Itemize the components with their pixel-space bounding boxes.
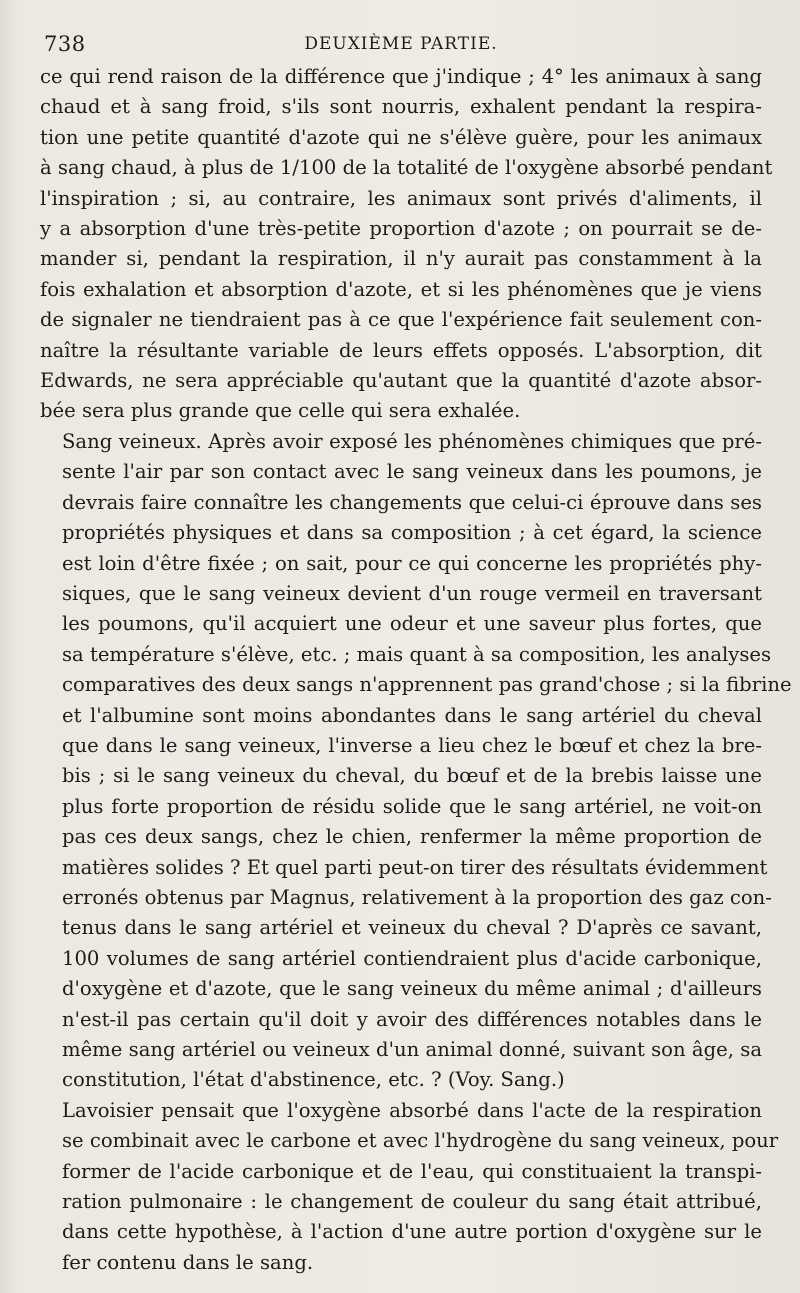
text-line: l'inspiration ; si, au contraire, les animaux sont privés d'aliments, il xyxy=(40,186,762,210)
text-line: les poumons, qu'il acquiert une odeur et une saveur plus fortes, que xyxy=(62,612,762,636)
text-line: à sang chaud, à plus de 1/100 de la totalité de l'oxygène absorbé pendant xyxy=(40,156,773,180)
text-line: erronés obtenus par Magnus, relativement à la proportion des gaz con- xyxy=(62,885,772,909)
text-line: tion une petite quantité d'azote qui ne s'élève guère, pour les animaux xyxy=(40,125,762,149)
text-line: devrais faire connaître les changements que celui-ci éprouve dans ses xyxy=(62,490,762,514)
text-line: est loin d'être fixée ; on sait, pour ce qui concerne les propriétés phy- xyxy=(62,551,762,575)
text-line: même sang artériel ou veineux d'un animal donné, suivant son âge, sa xyxy=(62,1038,762,1061)
text-line: sa température s'élève, etc. ; mais quant à sa composition, les analyses xyxy=(62,642,772,666)
text-line: bis ; si le sang veineux du cheval, du bœuf et de la brebis laisse une xyxy=(62,764,762,788)
running-head xyxy=(40,28,762,62)
text-line: chaud et à sang froid, s'ils sont nourris, exhalent pendant la respira- xyxy=(40,95,762,119)
text-line: n'est-il pas certain qu'il doit y avoir des différences notables dans le xyxy=(62,1007,762,1031)
paragraph xyxy=(40,427,792,1096)
text-line: Edwards, ne sera appréciable qu'autant que la quantité d'azote absor- xyxy=(40,369,762,393)
text-line: pas ces deux sangs, chez le chien, renfermer la même proportion de xyxy=(62,825,762,849)
text-line: fer contenu dans le sang. xyxy=(62,1250,314,1274)
text-line: de signaler ne tiendraient pas à ce que l'expérience fait seulement con- xyxy=(40,308,762,332)
text-line: mander si, pendant la respiration, il n'y aurait pas constamment à la xyxy=(40,247,762,271)
text-line: d'oxygène et d'azote, que le sang veineux du même animal ; d'ailleurs xyxy=(62,977,762,1001)
paragraph xyxy=(40,62,773,427)
text-line: fois exhalation et absorption d'azote, et si les phénomènes que je viens xyxy=(40,277,762,301)
text-line: naître la résultante variable de leurs effets opposés. L'absorption, dit xyxy=(40,338,762,362)
text-line: matières solides ? Et quel parti peut-on tirer des résultats évidemment xyxy=(62,855,768,879)
text-line: que dans le sang veineux, l'inverse a lieu chez le bœuf et chez la bre- xyxy=(62,733,762,757)
text-line: siques, que le sang veineux devient d'un rouge vermeil en traversant xyxy=(62,581,762,605)
text-line: constitution, l'état d'abstinence, etc. ? (Voy. Sang.) xyxy=(62,1068,565,1092)
text-line: comparatives des deux sangs n'apprennent pas grand'chose ; si la fibrine xyxy=(62,673,792,697)
text-line: tenus dans le sang artériel et veineux du cheval ? D'après ce savant, xyxy=(62,916,762,940)
text-line: plus forte proportion de résidu solide que le sang artériel, ne voit-on xyxy=(62,794,762,818)
text-line: et l'albumine sont moins abondantes dans le sang artériel du cheval xyxy=(62,703,762,727)
text-line: dans cette hypothèse, à l'action d'une autre portion d'oxygène sur le xyxy=(62,1220,762,1244)
text-line: y a absorption d'une très-petite proportion d'azote ; on pourrait se de- xyxy=(40,217,762,241)
text-line: sente l'air par son contact avec le sang veineux dans les poumons, je xyxy=(62,460,762,484)
text-line: propriétés physiques et dans sa composition ; à cet égard, la science xyxy=(62,521,762,545)
text-line: ration pulmonaire : le changement de couleur du sang était attribué, xyxy=(62,1190,762,1214)
text-line: former de l'acide carbonique et de l'eau, qui constituaient la transpi- xyxy=(62,1159,762,1183)
text-line: 100 volumes de sang artériel contiendraient plus d'acide carbonique, xyxy=(62,946,762,970)
running-title: DEUXIÈME PARTIE. xyxy=(304,34,498,54)
text-line: Lavoisier pensait que l'oxygène absorbé dans l'acte de la respiration xyxy=(62,1098,762,1122)
paragraph xyxy=(40,1096,779,1278)
text-line: ce qui rend raison de la différence que j'indique ; 4° les animaux à sang xyxy=(40,65,762,88)
page-number: 738 xyxy=(44,32,86,56)
text-line: Sang veineux. Après avoir exposé les phénomènes chimiques que pré- xyxy=(62,429,762,453)
body-text xyxy=(40,62,792,1278)
text-line: se combinait avec le carbone et avec l'hydrogène du sang veineux, pour xyxy=(62,1129,779,1153)
text-line: bée sera plus grande que celle qui sera exhalée. xyxy=(40,399,521,423)
